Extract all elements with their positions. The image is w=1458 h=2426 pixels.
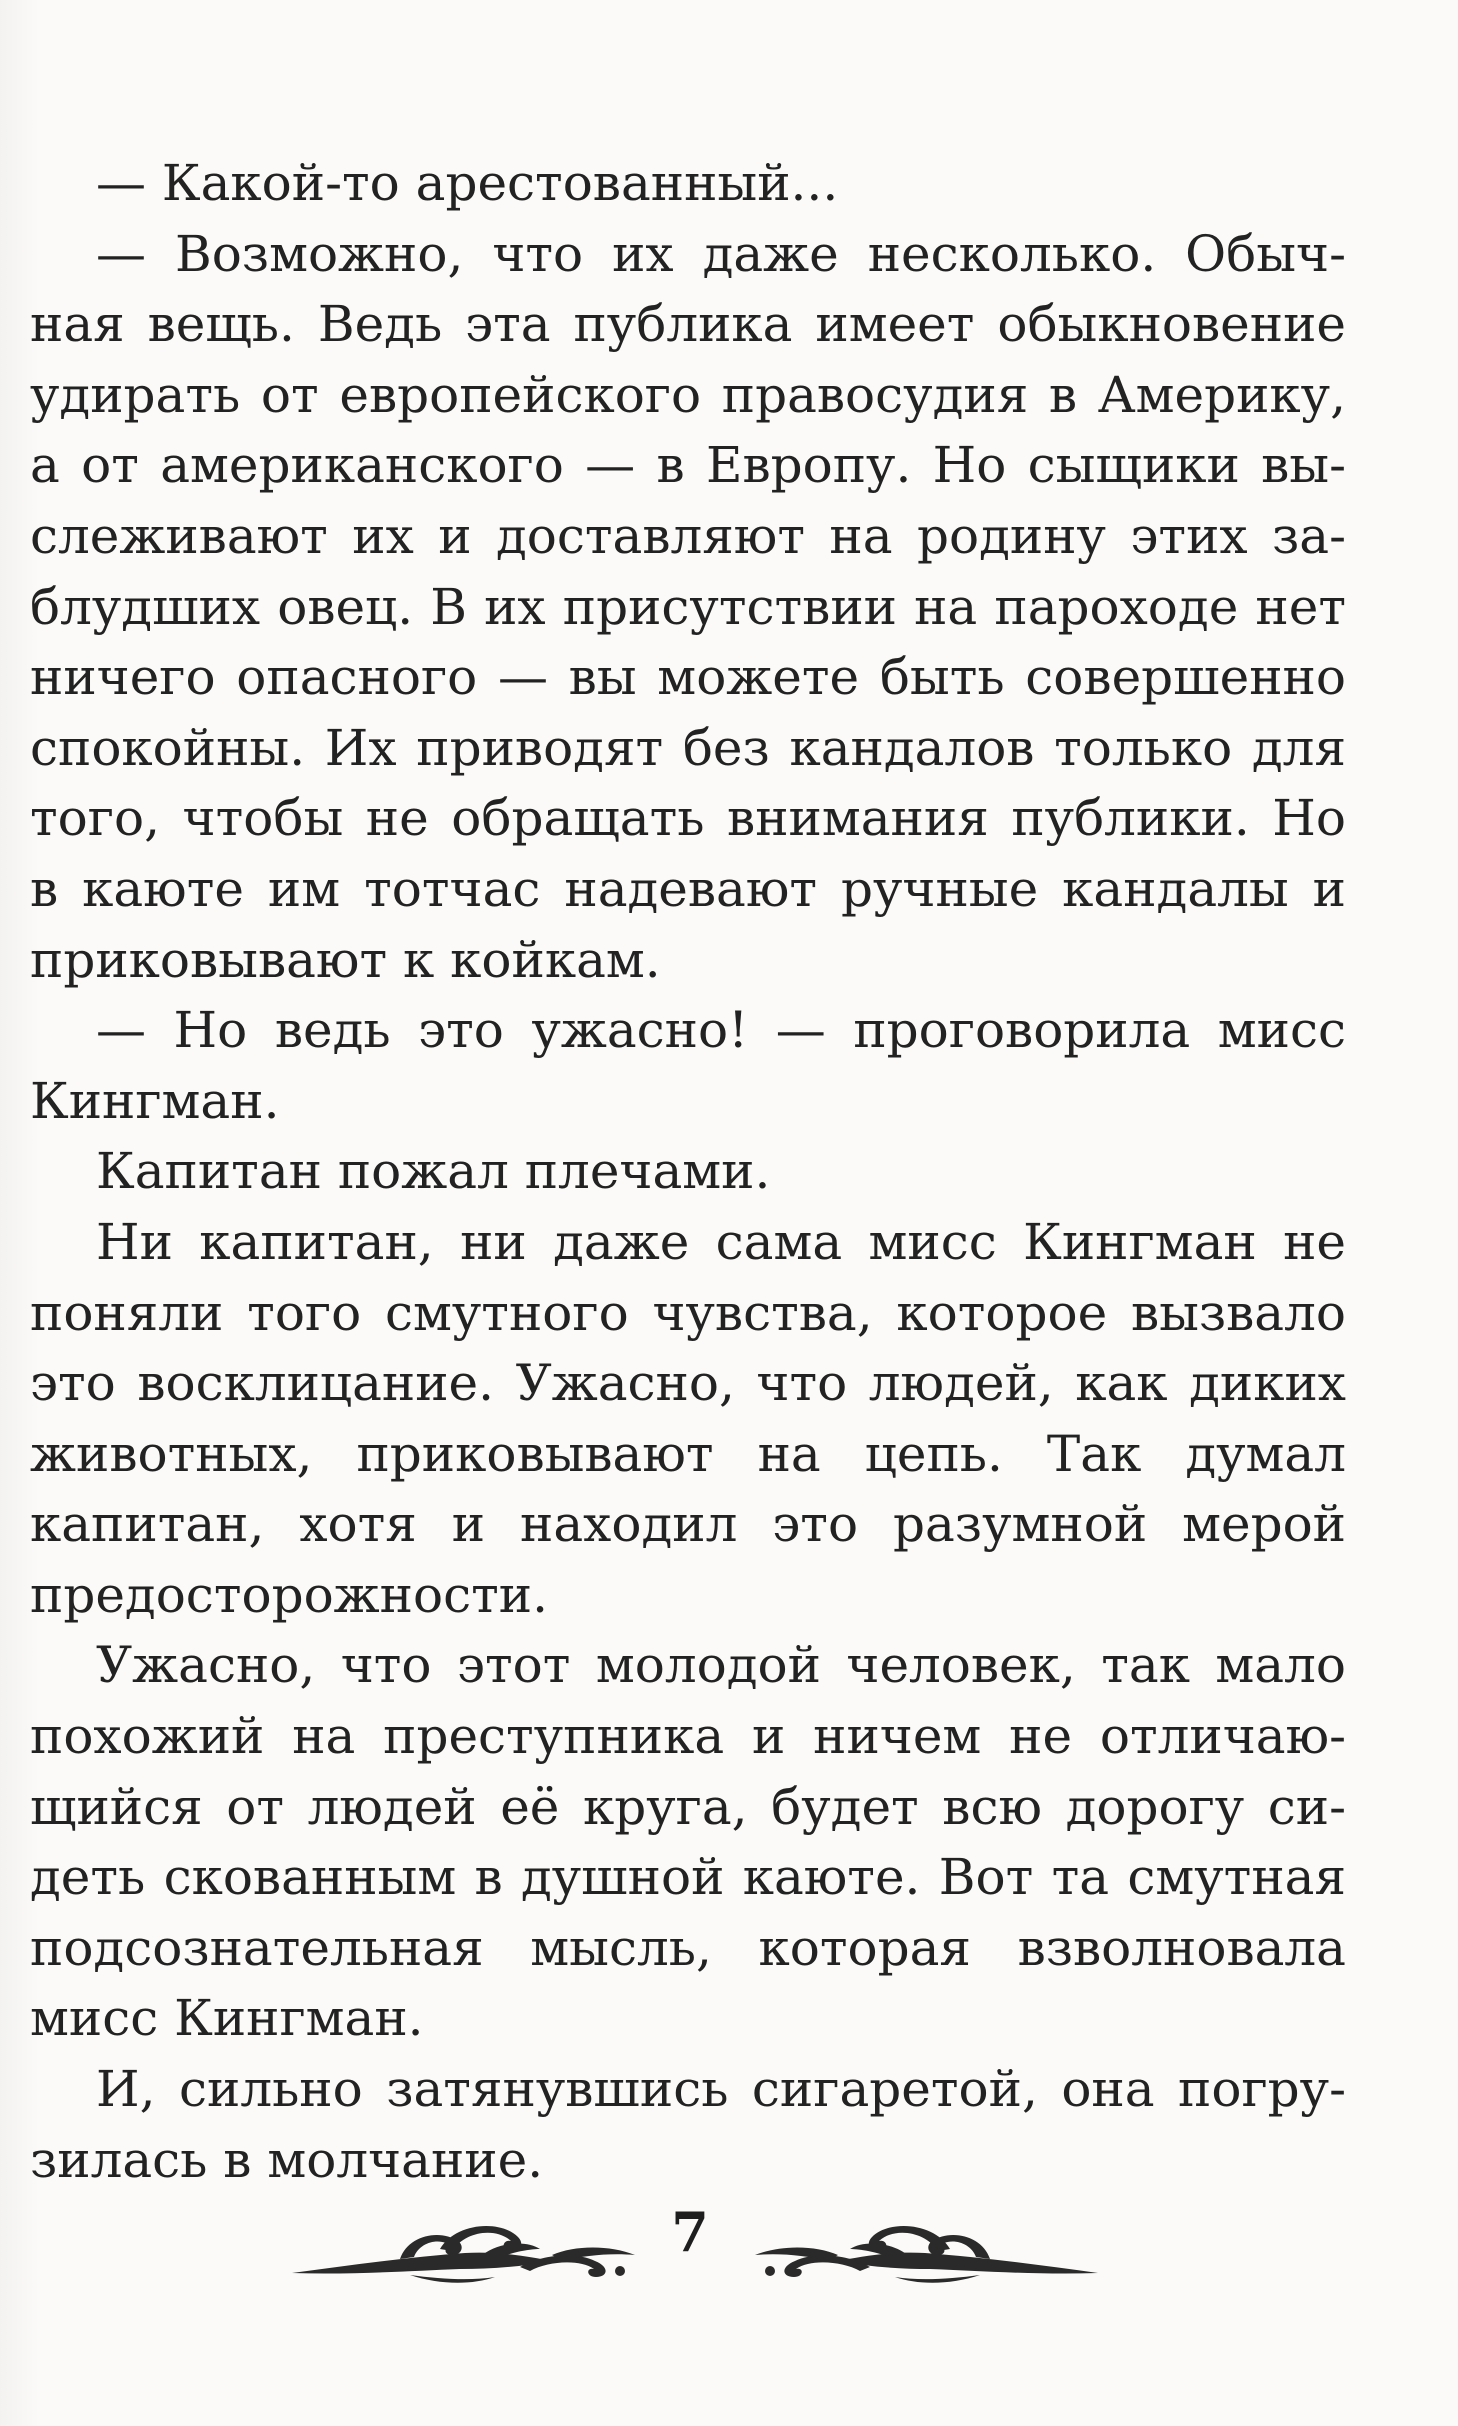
text-line: Кингман.	[30, 1071, 280, 1130]
text-line: приковывают к койкам.	[30, 930, 661, 989]
text-line: Ни капитан, ни даже сама мисс Кингман не	[96, 1212, 1346, 1271]
text-line: а от американского — в Европу. Но сыщики вы-	[30, 436, 1346, 495]
text-line: поняли того смутного чувства, которое вызвало	[30, 1283, 1346, 1342]
text-line: спокойны. Их приводят без кандалов только для	[30, 718, 1346, 777]
text-line: удирать от европейского правосудия в Америку,	[30, 365, 1346, 424]
text-line: И, сильно затянувшись сигаретой, она погру-	[96, 2060, 1346, 2119]
text-line: того, чтобы не обращать внимания публики. Но	[30, 789, 1346, 848]
text-line: слеживают их и доставляют на родину этих за-	[30, 506, 1346, 565]
text-line: ная вещь. Ведь эта публика имеет обыкновение	[30, 295, 1346, 354]
text-line: животных, приковывают на цепь. Так думал	[30, 1424, 1346, 1483]
text-line: подсознательная мысль, которая взволновала	[30, 1918, 1346, 1977]
text-line: капитан, хотя и находил это разумной мерой	[30, 1495, 1346, 1554]
text-line: щийся от людей её круга, будет всю дорогу си-	[30, 1777, 1346, 1836]
text-line: — Какой-то арестованный...	[96, 154, 839, 212]
text-line: — Но ведь это ужасно! — проговорила мисс	[96, 1001, 1346, 1060]
text-line: предосторожности.	[30, 1565, 548, 1624]
body-text	[30, 148, 1346, 2195]
text-line: — Возможно, что их даже несколько. Обыч-	[96, 224, 1346, 283]
text-line: мисс Кингман.	[30, 1989, 424, 2048]
text-line: похожий на преступника и ничем не отличаю-	[30, 1707, 1346, 1766]
page-number: 7	[671, 2200, 709, 2264]
text-line: это восклицание. Ужасно, что людей, как диких	[30, 1354, 1346, 1413]
text-line: Капитан пожал плечами.	[96, 1142, 771, 1201]
text-line: блудших овец. В их присутствии на пароходе нет	[30, 577, 1346, 636]
page-footer	[0, 2215, 1458, 2295]
left-flourish-ornament	[290, 2215, 650, 2295]
text-line: деть скованным в душной каюте. Вот та смутная	[30, 1848, 1346, 1907]
text-line: в каюте им тотчас надевают ручные кандалы и	[30, 859, 1346, 918]
text-line: зилась в молчание.	[30, 2130, 544, 2189]
text-line: Ужасно, что этот молодой человек, так мало	[96, 1636, 1346, 1695]
text-line: ничего опасного — вы можете быть совершенно	[30, 648, 1346, 707]
right-flourish-ornament	[730, 2215, 1100, 2295]
